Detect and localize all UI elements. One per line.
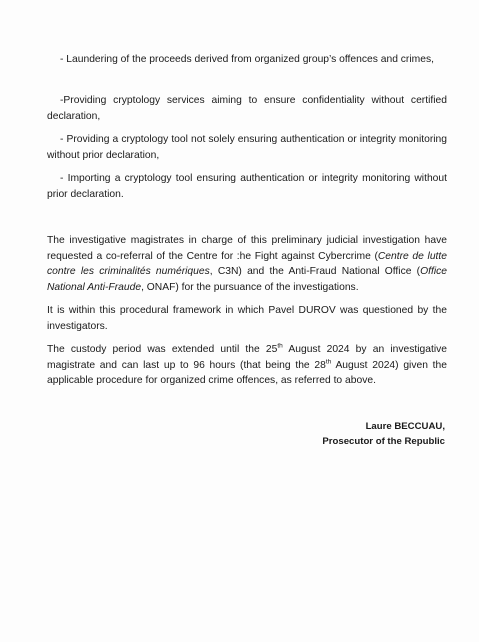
custody-text-2: August 2024 by an investigative magistrate and can last up to 96 hours (that being the 28	[47, 344, 447, 371]
paragraph-procedural-framework: It is within this procedural framework in which Pavel DUROV was questioned by the investigators.	[47, 305, 447, 332]
bullet-importing-tool: - Importing a cryptology tool ensuring authentication or integrity monitoring without prior declaration.	[47, 173, 447, 200]
bullet-laundering: - Laundering of the proceeds derived from organized group’s offences and crimes,	[60, 54, 434, 65]
signature-title: Prosecutor of the Republic	[322, 435, 445, 447]
c3n-french-name: Centre de lutte contre les criminalités numériques	[47, 250, 447, 278]
referral-text-typo: :he	[236, 250, 252, 262]
signature-name: Laure BECCUAU,	[365, 421, 445, 432]
custody-sup-2: th	[325, 358, 332, 366]
custody-sup-1: th	[277, 342, 283, 350]
paragraph-custody	[47, 342, 447, 389]
custody-text-1: The custody period was extended until the 25	[47, 344, 278, 355]
paragraph-co-referral	[47, 233, 447, 295]
referral-text-1: The investigative magistrates in charge of this preliminary judicial investigation have requested a co-referral of the Centre for	[47, 235, 447, 262]
bullet-cryptology-services: -Providing cryptology services aiming to ensure confidentiality without certified declaration,	[47, 95, 447, 122]
referral-text-4: , ONAF) for the pursuance of the investigations.	[141, 281, 359, 293]
bullet-cryptology-tool: - Providing a cryptology tool not solely ensuring authentication or integrity monitoring without prior declaration,	[47, 134, 447, 161]
signature-block	[322, 420, 445, 449]
referral-text-3: , C3N) and the Anti-Fraud National Office (	[209, 266, 421, 278]
custody-text-3: August 2024) given the applicable procedure for organized crime offences, as referred to above.	[47, 359, 447, 387]
onaf-french-name: Office National Anti-Fraude	[47, 266, 447, 293]
referral-text-2: Fight against Cybercrime (	[251, 250, 378, 262]
